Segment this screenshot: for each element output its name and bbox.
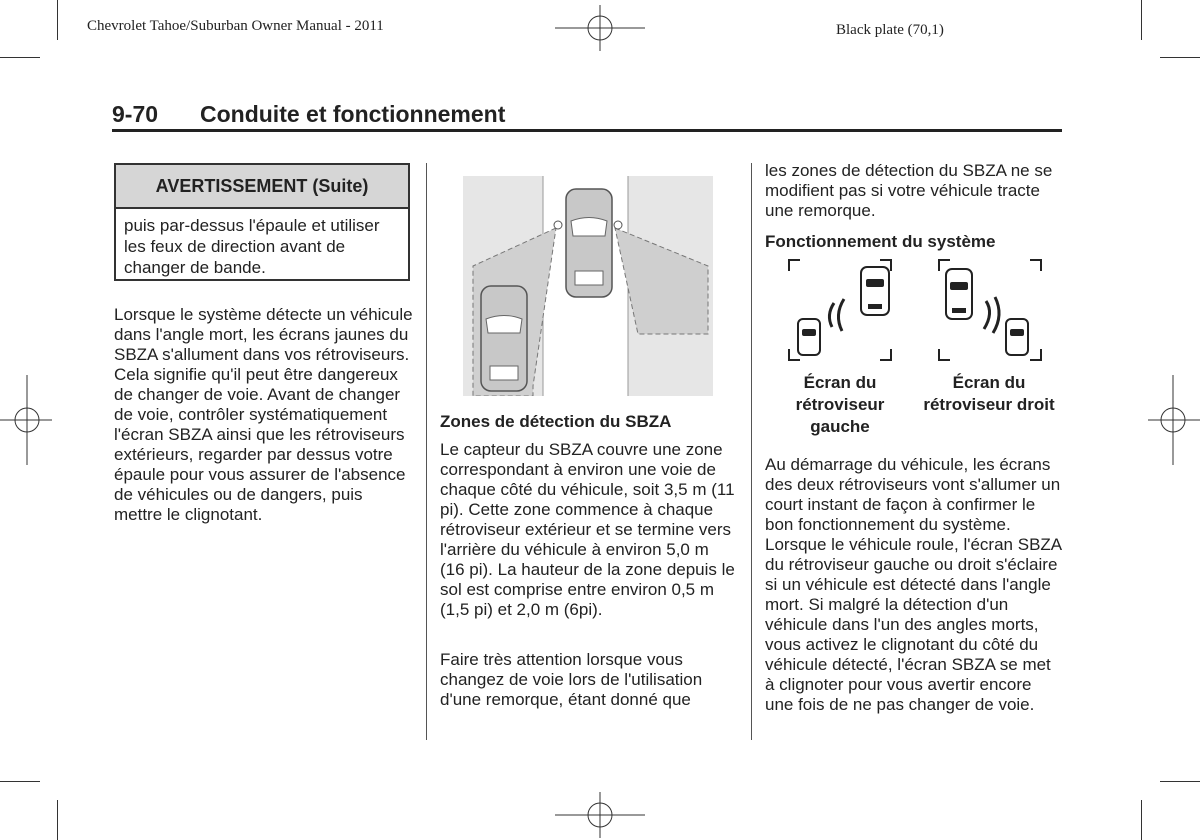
adjacent-vehicle <box>481 286 527 391</box>
col2-paragraph-1: Le capteur du SBZA couvre une zone correspondant à environ une voie de chaque côté du véhicule, soit 3,5 m (11 pi). Cette zone commence à chaque rétroviseur extérieur et se termine vers l'arrière du véhicule à environ 5,0 m (16 pi). La hauteur de la zone depuis le sol est comprise entre environ 0,5 m (1,5 pi) et 2,0 m (6pi). <box>440 440 735 619</box>
right-mirror-display-icon <box>936 257 1044 363</box>
warning-body: puis par-dessus l'épaule et utiliser les feux de direction avant de changer de bande. <box>124 216 380 277</box>
registration-mark-top <box>555 5 645 51</box>
page-number: 9-70 <box>112 101 159 127</box>
column-divider-1 <box>426 163 427 740</box>
caption-right-mirror: Écran du rétroviseur droit <box>923 373 1055 414</box>
plate-label: Black plate (70,1) <box>836 22 944 38</box>
column1-paragraph: Lorsque le système détecte un véhicule dans l'angle mort, les écrans jaunes du SBZA s'allument dans vos rétroviseurs. Cela signifie qu'il peut être dangereux de changer de voie. Avant de changer de voie, contrôler systématiquement l'écran SBZA ainsi que les rétroviseurs extérieurs, regarder par dessus votre épaule pour vous assurer de l'absence de véhicules ou de dangers, puis mettre le clignotant. <box>114 305 413 524</box>
detection-zone-diagram <box>463 176 713 396</box>
left-mirror-display-icon <box>786 257 894 363</box>
caption-left-mirror: Écran du rétroviseur gauche <box>795 373 885 436</box>
registration-mark-right <box>1148 375 1200 465</box>
col3-paragraph-1: les zones de détection du SBZA ne se modifient pas si votre véhicule tracte une remorque. <box>765 161 1053 220</box>
column-divider-2 <box>751 163 752 740</box>
col3-paragraph-2: Au démarrage du véhicule, les écrans des deux rétroviseurs vont s'allumer un court instant de façon à confirmer le bon fonctionnement du système. Lorsque le véhicule roule, l'écran SBZA du rétroviseur gauche ou droit s'éclaire si un véhicule est détecté dans l'angle mort. Si malgré la détection d'un véhicule dans l'un des angles morts, vous activez le clignotant du côté du véhicule détecté, l'écran SBZA se met à clignoter pour vous avertir encore une fois de ne pas changer de voie. <box>765 455 1062 714</box>
page-title: Conduite et fonctionnement <box>200 101 506 127</box>
col2-paragraph-2: Faire très attention lorsque vous changez de voie lors de l'utilisation d'une remorque, étant donné que <box>440 650 703 709</box>
warning-box <box>114 163 410 281</box>
registration-mark-left <box>0 375 52 465</box>
title-rule <box>112 129 1062 132</box>
col3-heading: Fonctionnement du système <box>765 232 996 251</box>
registration-mark-bottom <box>555 792 645 838</box>
col2-heading: Zones de détection du SBZA <box>440 412 672 431</box>
warning-heading: AVERTISSEMENT (Suite) <box>116 165 408 209</box>
manual-title: Chevrolet Tahoe/Suburban Owner Manual - 2011 <box>87 18 384 34</box>
